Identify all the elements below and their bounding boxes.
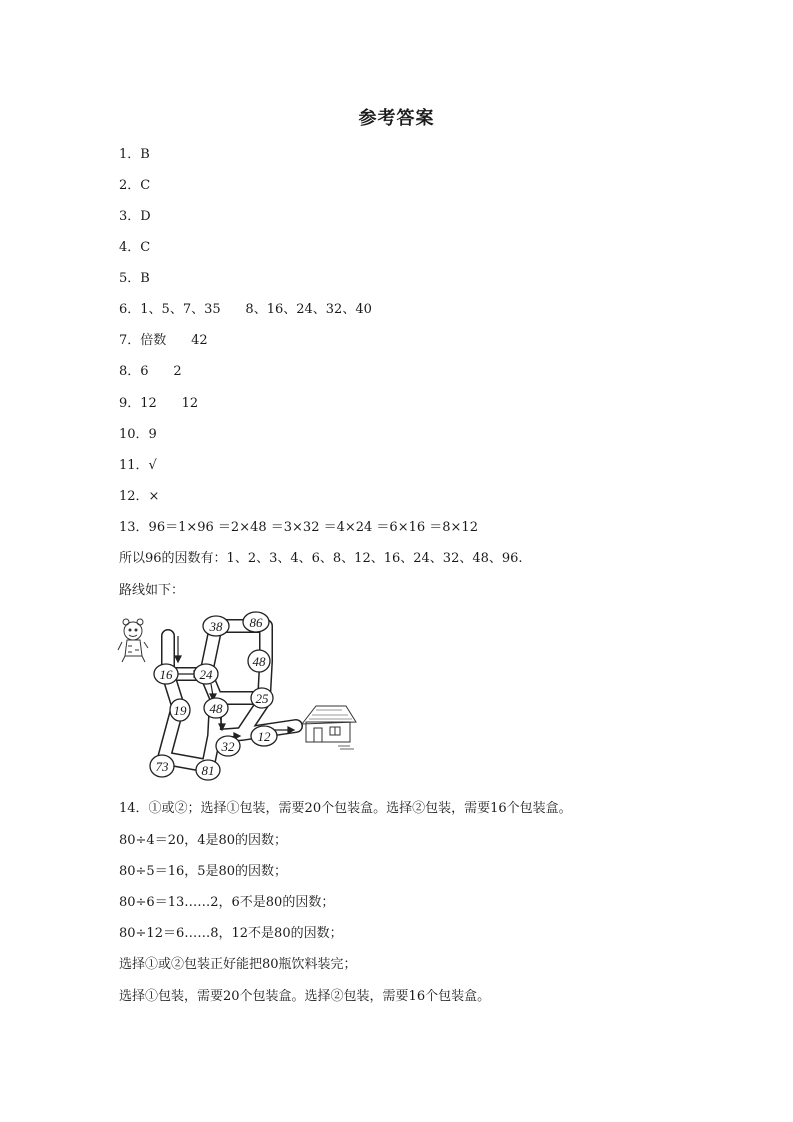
answer-line: 所以96的因数有：1、2、3、4、6、8、12、16、24、32、48、96. [119, 551, 523, 566]
answer-line: 10．9 [119, 427, 157, 442]
answer-line: 7．倍数 42 [119, 333, 208, 348]
answer-line: 4．C [119, 240, 151, 255]
answer-line: 3．D [119, 209, 151, 224]
maze-number: 24 [199, 667, 213, 682]
answer-line: 11．√ [119, 458, 157, 473]
maze-number: 32 [221, 739, 235, 754]
answer-line: 9．12 12 [119, 396, 199, 411]
maze-number: 48 [209, 701, 223, 716]
maze-number: 25 [255, 691, 269, 706]
answer-line: 13．96＝1×96 ＝2×48 ＝3×32 ＝4×24 ＝6×16 ＝8×12 [119, 520, 478, 535]
answer-line: 14．①或②；选择①包装，需要20个包装盒。选择②包装，需要16个包装盒。 [119, 801, 572, 816]
maze-number: 12 [257, 729, 271, 744]
answer-line: 80÷4＝20，4是80的因数； [119, 833, 288, 848]
maze-number: 38 [209, 619, 223, 634]
answer-line: 选择①或②包装正好能把80瓶饮料装完； [119, 957, 357, 972]
house-icon [302, 706, 356, 749]
answer-line: 80÷12＝6……8，12不是80的因数； [119, 926, 343, 941]
answer-line: 12．× [119, 489, 160, 504]
answer-line: 80÷5＝16，5是80的因数； [119, 864, 288, 879]
answer-line: 路线如下： [119, 583, 185, 598]
answer-line: 2．C [119, 178, 151, 193]
maze-number: 81 [201, 763, 215, 778]
maze-number: 48 [252, 654, 266, 669]
answer-line: 选择①包装，需要20个包装盒。选择②包装，需要16个包装盒。 [119, 989, 491, 1004]
answer-line: 80÷6＝13……2，6不是80的因数； [119, 895, 335, 910]
maze-number: 19 [173, 703, 187, 718]
maze-number: 16 [159, 667, 173, 682]
maze-number: 86 [249, 615, 263, 630]
maze-number: 73 [155, 759, 169, 774]
page-title: 参考答案 [358, 108, 435, 129]
answer-line: 1．B [119, 147, 150, 162]
answer-line: 6．1、5、7、35 8、16、24、32、40 [119, 302, 372, 317]
answer-line: 8．6 2 [119, 364, 182, 379]
answer-line: 5．B [119, 271, 150, 286]
tiger-icon [118, 619, 148, 662]
route-maze-figure [116, 606, 366, 786]
